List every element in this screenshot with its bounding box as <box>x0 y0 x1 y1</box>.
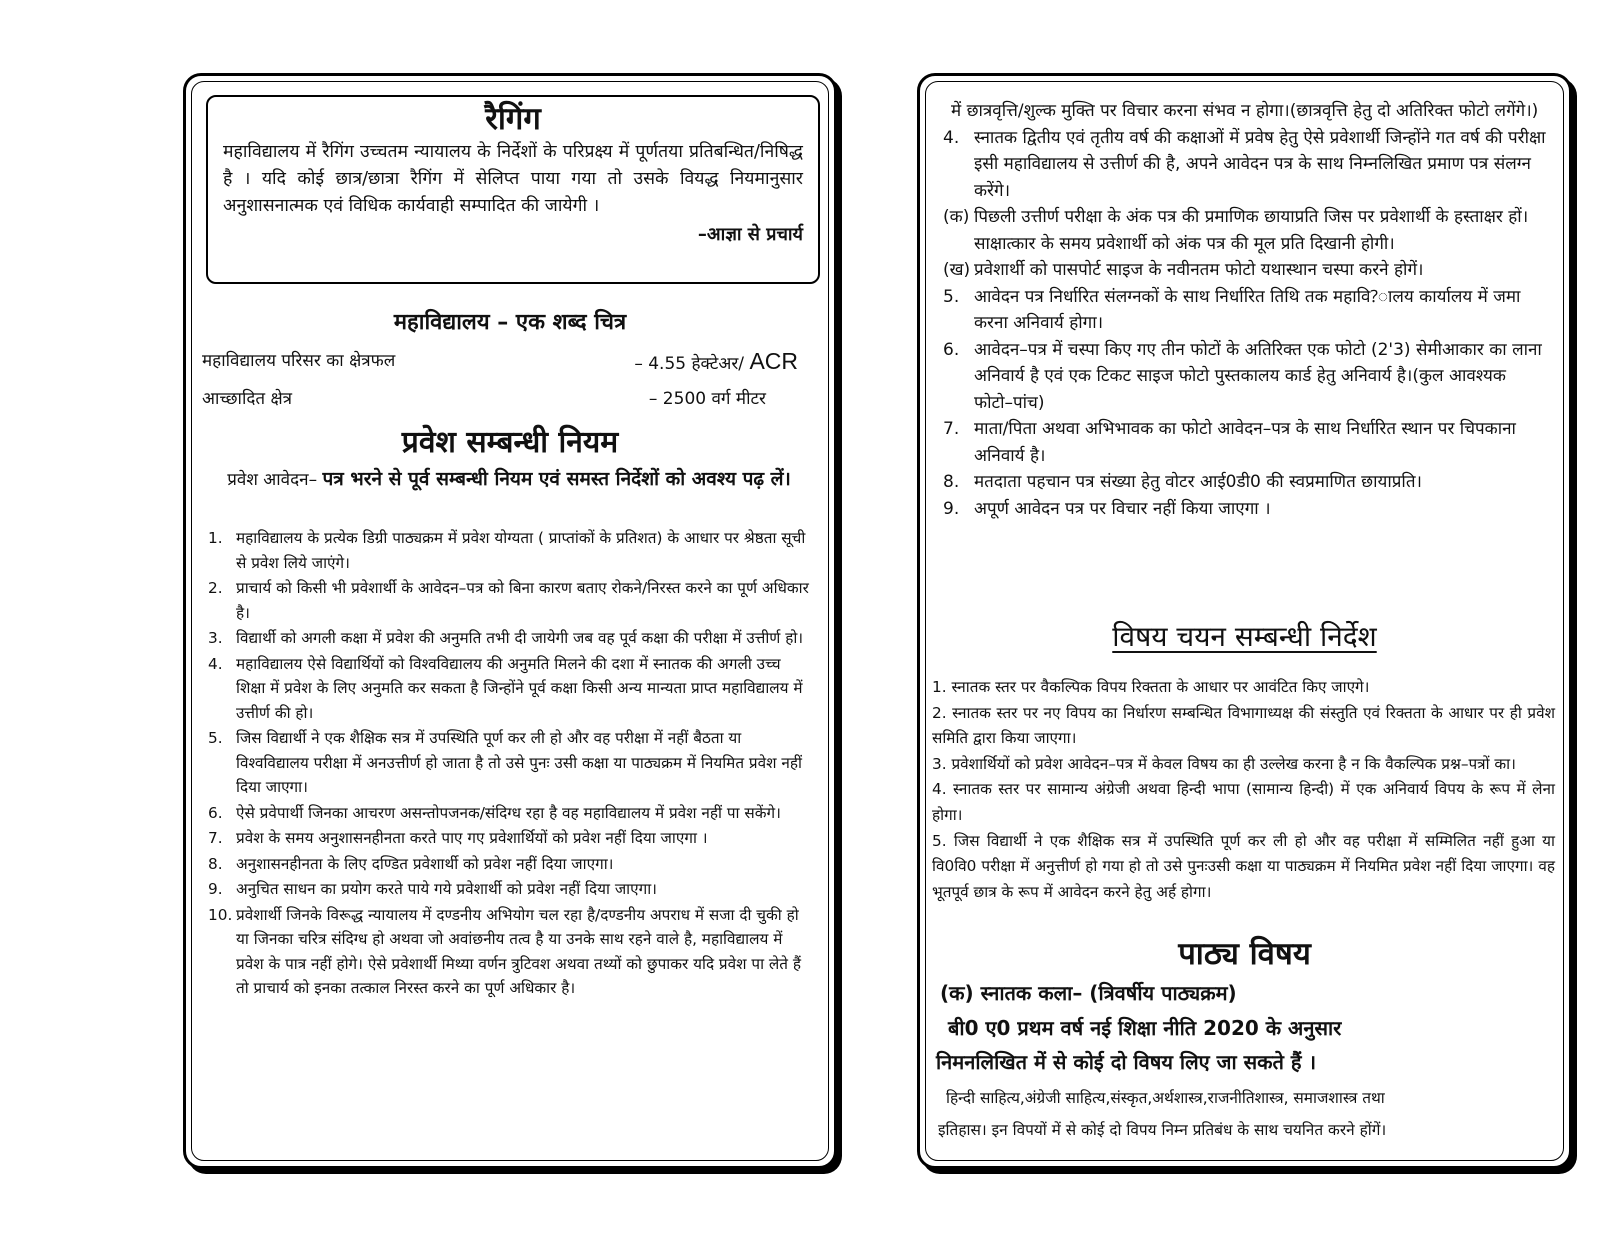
rule-text: विद्यार्थी को अगली कक्षा में प्रवेश की अनुमति तभी दी जायेगी जब वह पूर्व कक्षा की परीक्षा में उत्तीर्ण हो। <box>236 629 804 647</box>
instruction-item <box>943 284 1549 337</box>
entry-intro-instruction: पत्र भरने से पूर्व सम्बन्धी नियम एवं समस्त निर्देशों को अवश्य पढ़ लें। <box>322 468 791 490</box>
rule-number: 7. <box>208 829 223 847</box>
rule-text: प्रवेशार्थी जिनके विरूद्ध न्यायालय में दण्डनीय अभियोग चल रहा है/दण्डनीय अपराध में सजा दी चुकी हो या जिनका चरित्र संदिग्ध हो अथवा जो अवांछनीय तत्व है या उनके साथ रहने वाले है, महाविद्यालय में प्रवेश के पात्र नहीं होगे। ऐसे प्रवेशार्थी मिथ्या वर्णन त्रुटिवश अथवा तथ्यों को छुपाकर यदि प्रवेश पा लेते हैं तो प्राचार्य को इनका तत्काल निरस्त करने का पूर्ण अधिकार है। <box>236 905 801 997</box>
entry-rules-list <box>208 526 814 1002</box>
entry-rule <box>208 626 814 651</box>
campus-area-value: – 4.55 हेक्टेअर/ <box>634 354 745 374</box>
item-number: 5. <box>943 286 960 307</box>
item-text: पिछली उत्तीर्ण परीक्षा के अंक पत्र की प्रमाणिक छायाप्रति जिस पर प्रवेशार्थी के हस्ताक्षर हों। साक्षात्कार के समय प्रवेशार्थी को अंक पत्र की मूल प्रति दिखानी होगी। <box>974 207 1529 254</box>
subject-rules-list <box>932 675 1555 905</box>
entry-intro <box>212 465 806 494</box>
instruction-item <box>943 337 1549 417</box>
subject-selection-title-text: विषय चयन सम्बन्धी निर्देश <box>1112 620 1377 653</box>
ragging-signature: –आज्ञा से प्रचार्य <box>697 224 803 245</box>
course-subjects-title: पाठ्य विषय <box>1178 936 1311 972</box>
entry-rules-title: प्रवेश सम्बन्धी नियम <box>401 425 619 460</box>
college-profile-title: महाविद्यालय – एक शब्द चित्र <box>393 310 627 335</box>
entry-rule <box>208 903 814 1001</box>
item-text: प्रवेशार्थी को पासपोर्ट साइज के नवीनतम फोटो यथास्थान चस्पा करने होगें। <box>974 260 1424 280</box>
rule-text: अनुचित साधन का प्रयोग करते पाये गये प्रवेशार्थी को प्रवेश नहीं दिया जाएगा। <box>236 880 657 898</box>
campus-area-label: महाविद्यालय परिसर का क्षेत्रफल <box>202 351 396 371</box>
campus-area-row <box>202 348 798 374</box>
entry-rule <box>208 726 814 800</box>
rule-text: महाविद्यालय के प्रत्येक डिग्री पाठ्यक्रम में प्रवेश योग्यता ( प्राप्तांकों के प्रतिशत) के आधार पर श्रेष्ठता सूची से प्रवेश लिये जाएंगे। <box>236 529 806 572</box>
item-text: मतदाता पहचान पत्र संख्या हेतु वोटर आई0डी0 की स्वप्रमाणित छायाप्रति। <box>974 472 1422 492</box>
entry-rule <box>208 801 814 826</box>
subject-rule: 5. जिस विद्यार्थी ने एक शैक्षिक सत्र में उपस्थिति पूर्ण कर ली हो और वह परीक्षा में सम्मिलित नहीं हुआ या वि0वि0 परीक्षा में अनुत्तीर्ण हो गया हो तो उसे पुनःउसी कक्षा या पाठ्यक्रम में नियमित प्रवेश नहीं दिया जाएगा। वह भूतपूर्व छात्र के रूप में आवेदन करने हेतु अर्ह होगा। <box>932 831 1555 901</box>
course-policy-line: बी0 ए0 प्रथम वर्ष नई शिक्षा नीति 2020 के अनुसार <box>948 1016 1342 1040</box>
left-page-panel <box>183 73 837 1169</box>
rule-number: 1. <box>208 529 223 547</box>
entry-rule <box>208 652 814 726</box>
rule-number: 4. <box>208 654 223 673</box>
continuation-text: में छात्रवृत्ति/शुल्क मुक्ति पर विचार करना संभव न होगा।(छात्रवृत्ति हेतु दो अतिरिक्त फोटो लगेंगे।) <box>951 101 1539 121</box>
ragging-title: रैगिंग <box>485 101 541 137</box>
rule-text: जिस विद्यार्थी ने एक शैक्षिक सत्र में उपस्थिति पूर्ण कर ली हो और वह परीक्षा में नहीं बैठता या विश्वविद्यालय परीक्षा में अनउत्तीर्ण हो जाता है तो उसे पुनः उसी कक्षा या पाठ्यक्रम में नियमित प्रवेश नहीं दिया जाएगा। <box>236 729 802 796</box>
subject-rule: 3. प्रवेशार्थियों को प्रवेश आवेदन–पत्र में केवल विषय का ही उल्लेख करना है न कि वैकल्पिक प्रश्न–पत्रों का। <box>932 754 1516 773</box>
entry-intro-prefix: प्रवेश आवेदन– <box>227 470 318 490</box>
item-number: 4. <box>943 127 960 148</box>
rule-number: 5. <box>208 729 223 747</box>
entry-rule <box>208 877 814 902</box>
subjects-list-line2: इतिहास। इन विपयों में से कोई दो विपय निम्न प्रतिबंध के साथ चयनित करने होंगें। <box>938 1121 1387 1139</box>
item-text: माता/पिता अथवा अभिभावक का फोटो आवेदन–पत्र के साथ निर्धारित स्थान पर चिपकाना अनिवार्य है। <box>974 419 1516 466</box>
subject-rule: 2. स्नातक स्तर पर नए विपय का निर्धारण सम्बन्धित विभागाध्यक्ष की संस्तुति एवं रिक्तता के आधार पर ही प्रवेश समिति द्वारा किया जाएगा। <box>932 703 1555 748</box>
item-number: 9. <box>943 498 960 519</box>
covered-area-value: – 2500 वर्ग मीटर <box>648 389 766 409</box>
ragging-notice-box <box>206 95 820 284</box>
instruction-item <box>943 496 1549 523</box>
application-instructions <box>943 98 1549 522</box>
instruction-item <box>943 125 1549 205</box>
instruction-item <box>943 204 1549 257</box>
rule-text: महाविद्यालय ऐसे विद्यार्थियों को विश्वविद्यालय की अनुमति मिलने की दशा में स्नातक की अगली उच्च शिक्षा में प्रवेश के लिए अनुमति कर सकता है जिन्होंने पूर्व कक्षा किसी अन्य मान्यता प्राप्त महाविद्यालय में उत्तीर्ण की हो। <box>236 654 803 722</box>
rule-text: प्राचार्य को किसी भी प्रवेशार्थी के आवेदन–पत्र को बिना कारण बताए रोकने/निरस्त करने का पूर्ण अधिकार है। <box>236 579 809 622</box>
rule-number: 2. <box>208 579 223 597</box>
item-text: स्नातक द्वितीय एवं तृतीय वर्ष की कक्षाओं में प्रवेष हेतु ऐसे प्रवेशार्थी जिन्होंने गत वर्ष की परीक्षा इसी महाविद्यालय से उत्तीर्ण की है, अपने आवेदन पत्र के साथ निम्नलिखित प्रमाण पत्र संलग्न करेंगे। <box>974 127 1546 201</box>
rule-number: 3. <box>208 629 223 647</box>
rule-text: अनुशासनहीनता के लिए दण्डित प्रवेशार्थी को प्रवेश नहीं दिया जाएगा। <box>236 854 614 873</box>
instruction-item <box>943 257 1549 284</box>
entry-rule <box>208 576 814 625</box>
rule-text: ऐसे प्रवेपार्थी जिनका आचरण असन्तोपजनक/संदिग्ध रहा है वह महाविद्यालय में प्रवेश नहीं पा सकेंगे। <box>236 803 781 822</box>
rule-number: 10. <box>208 905 233 924</box>
right-page-panel <box>917 73 1572 1169</box>
rule-number: 9. <box>208 880 223 898</box>
item-number: 6. <box>943 339 960 360</box>
subject-selection-title <box>926 617 1563 655</box>
subject-rule: 1. स्नातक स्तर पर वैकल्पिक विपय रिक्तता के आधार पर आवंटित किए जाएगे। <box>932 678 1370 696</box>
item-text: आवेदन पत्र निर्धारित संलग्नकों के साथ निर्धारित तिथि तक महावि?ालय कार्यालय में जमा करना अनिवार्य होगा। <box>974 286 1521 333</box>
instruction-item <box>943 416 1549 469</box>
item-number: (क) <box>943 207 970 227</box>
entry-rule <box>208 526 814 575</box>
item-text: आवेदन–पत्र में चस्पा किए गए तीन फोटों के अतिरिक्त एक फोटो (2'3) सेमीआकार का लाना अनिवार्य है एवं एक टिकट साइज फोटो पुस्तकालय कार्ड हेतु अनिवार्य है।(कुल आवश्यक फोटो–पांच) <box>974 339 1542 413</box>
item-number: (ख) <box>943 260 971 280</box>
left-page-inner-border <box>191 81 829 1161</box>
subjects-list-line1: हिन्दी साहित्य,अंग्रेजी साहित्य,संस्कृत,अर्थशास्त्र,राजनीतिशास्त्र, समाजशास्त्र तथा <box>946 1089 1385 1107</box>
right-page-inner-border <box>925 81 1564 1161</box>
campus-area-value-group <box>634 348 798 375</box>
item-number: 8. <box>943 472 960 492</box>
covered-area-label: आच्छादित क्षेत्र <box>202 389 293 409</box>
rule-number: 6. <box>208 803 223 822</box>
ragging-text: महाविद्यालय में रैगिंग उच्चतम न्यायालय के निर्देशों के परिप्रक्ष्य में पूर्णतया प्रतिबन्धित/निषिद्ध है । यदि कोई छात्र/छात्रा रैगिंग में सेलिप्त पाया गया तो उसके वियद्ध नियमानुसार अनुशासनात्मक एवं विधिक कार्यवाही सम्पादित की जायेगी । <box>223 142 803 216</box>
entry-rule <box>208 852 814 877</box>
campus-area-unit: ACR <box>749 348 798 374</box>
course-choice-line: निमनलिखित में से कोई दो विषय लिए जा सकते हैं । <box>936 1050 1317 1074</box>
entry-rule <box>208 826 814 851</box>
rule-number: 8. <box>208 854 223 873</box>
item-text: अपूर्ण आवेदन पत्र पर विचार नहीं किया जाएगा । <box>974 498 1271 519</box>
rule-text: प्रवेश के समय अनुशासनहीनता करते पाए गए प्रवेशार्थियों को प्रवेश नहीं दिया जाएगा । <box>236 829 708 847</box>
covered-area-row <box>202 386 798 412</box>
item-number: 7. <box>943 419 960 439</box>
instruction-item <box>943 469 1549 496</box>
subject-rule: 4. स्नातक स्तर पर सामान्य अंग्रेजी अथवा हिन्दी भापा (सामान्य हिन्दी) में एक अनिवार्य विपय के रूप में लेना होगा। <box>932 780 1555 824</box>
course-type-line: (क) स्नातक कला– (त्रिवर्षीय पाठ्यक्रम) <box>940 981 1237 1005</box>
